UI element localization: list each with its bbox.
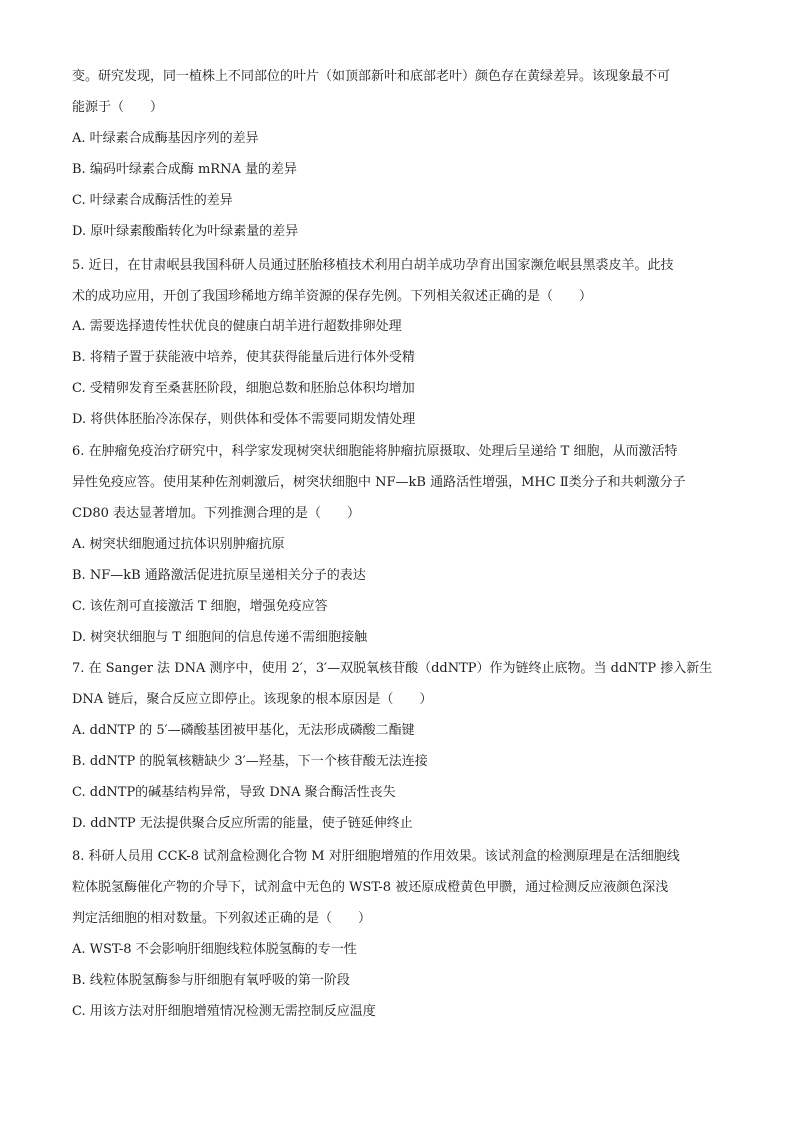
q7-option-b: B. ddNTP 的脱氧核糖缺少 3′—羟基，下一个核苷酸无法连接 — [72, 754, 428, 769]
q5-stem-line-2: 术的成功应用，开创了我国珍稀地方绵羊资源的保存先例。下列相关叙述正确的是（ ） — [72, 289, 593, 304]
q6-stem-line-3: CD80 表达显著增加。下列推测合理的是（ ） — [72, 506, 361, 521]
q8-option-c: C. 用该方法对肝细胞增殖情况检测无需控制反应温度 — [72, 1004, 376, 1019]
q8-stem-line-2: 粒体脱氢酶催化产物的介导下，试剂盒中无色的 WST-8 被还原成橙黄色甲臜，通过检测反应液颜色深浅 — [72, 880, 669, 895]
q5-option-b: B. 将精子置于获能液中培养，使其获得能量后进行体外受精 — [72, 350, 415, 365]
q5-option-c: C. 受精卵发育至桑葚胚阶段，细胞总数和胚胎总体积均增加 — [72, 381, 415, 396]
q8-stem-line-1: 8. 科研人员用 CCK-8 试剂盒检测化合物 M 对肝细胞增殖的作用效果。该试剂盒的检测原理是在活细胞线 — [72, 849, 680, 864]
q4-option-c: C. 叶绿素合成酶活性的差异 — [72, 193, 233, 208]
q7-stem-line-1: 7. 在 Sanger 法 DNA 测序中，使用 2′，3′—双脱氧核苷酸（ddNTP）作为链终止底物。当 ddNTP 掺入新生 — [72, 661, 713, 676]
q7-option-c: C. ddNTP的碱基结构异常，导致 DNA 聚合酶活性丧失 — [72, 785, 396, 800]
q4-option-b: B. 编码叶绿素合成酶 mRNA 量的差异 — [72, 162, 297, 177]
q4-stem-line-2: 能源于（ ） — [72, 100, 164, 115]
q5-option-d: D. 将供体胚胎冷冻保存，则供体和受体不需要同期发情处理 — [72, 412, 416, 427]
q8-option-b: B. 线粒体脱氢酶参与肝细胞有氧呼吸的第一阶段 — [72, 973, 350, 988]
q5-stem-line-1: 5. 近日，在甘肃岷县我国科研人员通过胚胎移植技术利用白胡羊成功孕育出国家濒危岷县黑裘皮羊。此技 — [72, 258, 674, 273]
q4-option-a: A. 叶绿素合成酶基因序列的差异 — [72, 131, 259, 146]
q4-option-d: D. 原叶绿素酸酯转化为叶绿素量的差异 — [72, 224, 299, 239]
q6-option-a: A. 树突状细胞通过抗体识别肿瘤抗原 — [72, 537, 285, 552]
q6-option-d: D. 树突状细胞与 T 细胞间的信息传递不需细胞接触 — [72, 630, 368, 645]
q6-stem-line-1: 6. 在肿瘤免疫治疗研究中，科学家发现树突状细胞能将肿瘤抗原摄取、处理后呈递给 T 细胞，从而激活特 — [72, 444, 678, 459]
q4-stem-line-1: 变。研究发现，同一植株上不同部位的叶片（如顶部新叶和底部老叶）颜色存在黄绿差异。该现象最不可 — [72, 69, 671, 84]
q7-option-a: A. ddNTP 的 5′—磷酸基团被甲基化，无法形成磷酸二酯键 — [72, 723, 415, 738]
q6-stem-line-2: 异性免疫应答。使用某种佐剂刺激后，树突状细胞中 NF—kB 通路活性增强，MHC Ⅱ类分子和共刺激分子 — [72, 475, 686, 490]
q5-option-a: A. 需要选择遗传性状优良的健康白胡羊进行超数排卵处理 — [72, 319, 402, 334]
q6-option-c: C. 该佐剂可直接激活 T 细胞，增强免疫应答 — [72, 599, 328, 614]
q6-option-b: B. NF—kB 通路激活促进抗原呈递相关分子的表达 — [72, 568, 366, 583]
q8-option-a: A. WST-8 不会影响肝细胞线粒体脱氢酶的专一性 — [72, 942, 357, 957]
q8-stem-line-3: 判定活细胞的相对数量。下列叙述正确的是（ ） — [72, 911, 372, 926]
q7-option-d: D. ddNTP 无法提供聚合反应所需的能量，使子链延伸终止 — [72, 816, 413, 831]
q7-stem-line-2: DNA 链后，聚合反应立即停止。该现象的根本原因是（ ） — [72, 692, 433, 707]
